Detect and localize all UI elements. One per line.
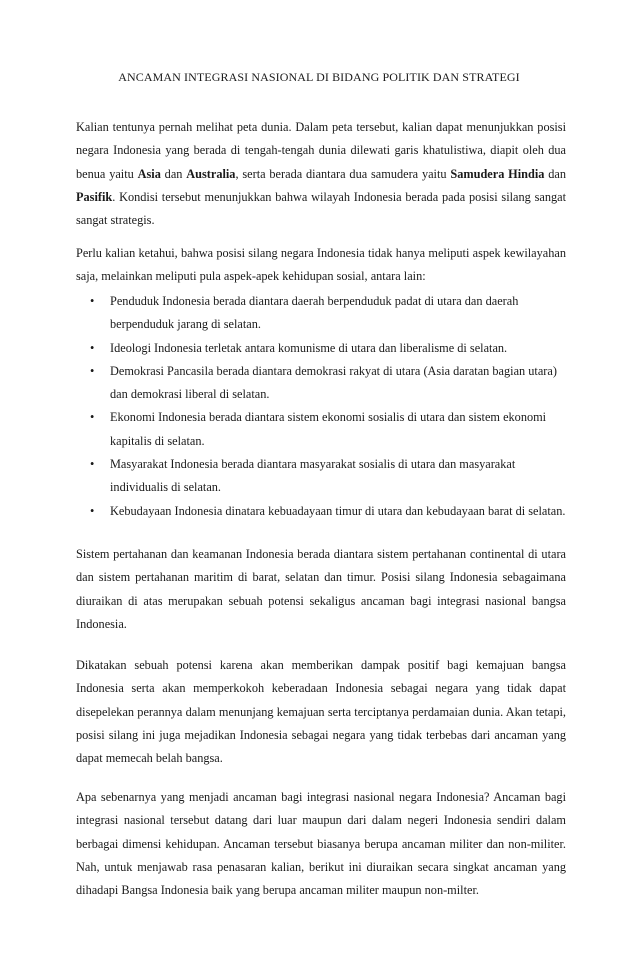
- paragraph-text: Kalian tentunya pernah melihat peta dunia. Dalam peta tersebut, kalian dapat menunjukkan posisi negara Indonesia yang berada di tengah-tengah dunia dilewati garis khatulistiwa, diapit oleh dua benua yaitu: [76, 120, 566, 181]
- paragraph-potential: Dikatakan sebuah potensi karena akan memberikan dampak positif bagi kemajuan bangsa Indonesia serta akan memperkokoh keberadaan Indonesia sebagai negara yang tidak dapat disepelekan perannya dalam menunjang kemajuan serta terciptanya perdamaian dunia. Akan tetapi, posisi silang ini juga mejadikan Indonesia sebagai negara yang tidak terbebas dari ancaman yang dapat memecah belah bangsa.: [76, 658, 566, 766]
- list-item: • Kebudayaan Indonesia dinatara kebuadayaan timur di utara dan kebudayaan barat di selatan.: [76, 500, 566, 523]
- list-item: • Masyarakat Indonesia berada diantara masyarakat sosialis di utara dan masyarakat individualis di selatan.: [76, 453, 566, 500]
- bold-term: Australia: [186, 166, 236, 181]
- list-item: • Ekonomi Indonesia berada diantara sistem ekonomi sosialis di utara dan sistem ekonomi kapitalis di selatan.: [76, 406, 566, 453]
- paragraph-defense: Sistem pertahanan dan keamanan Indonesia berada diantara sistem pertahanan continental di utara dan sistem pertahanan maritim di barat, selatan dan timur. Posisi silang Indonesia sebagaimana diuraikan di atas merupakan sebuah potensi sekaligus ancaman bagi integrasi nasional bangsa Indonesia.: [76, 547, 566, 631]
- bold-term: Asia: [137, 166, 161, 181]
- bold-term: Pasifik: [76, 189, 113, 204]
- paragraph-text: . Kondisi tersebut menunjukkan bahwa wilayah Indonesia berada pada posisi silang sangat sangat strategis.: [76, 189, 566, 228]
- paragraph-threats: Apa sebenarnya yang menjadi ancaman bagi integrasi nasional negara Indonesia? Ancaman bagi integrasi nasional tersebut datang dari luar maupun dari dalam negeri Indonesia sendiri dalam berbagai dimensi kehidupan. Ancaman tersebut biasanya berupa ancaman militer dan non-militer. Nah, untuk menjawab rasa penasaran kalian, berikut ini diuraikan secara singkat ancaman yang dihadapi Bangsa Indonesia baik yang berupa ancaman militer maupun non-milter.: [76, 790, 566, 898]
- list-item: • Penduduk Indonesia berada diantara daerah berpenduduk padat di utara dan daerah berpenduduk jarang di selatan.: [76, 290, 566, 337]
- paragraph-text: dan: [160, 166, 187, 181]
- paragraph-social-aspects: Perlu kalian ketahui, bahwa posisi silang negara Indonesia tidak hanya meliputi aspek kewilayahan saja, melainkan meliputi pula aspek-apek kehidupan sosial, antara lain:: [76, 246, 566, 284]
- bullet-list: [76, 290, 566, 523]
- list-item: • Demokrasi Pancasila berada diantara demokrasi rakyat di utara (Asia daratan bagian utara) dan demokrasi liberal di selatan.: [76, 360, 566, 407]
- paragraph-text: , serta berada diantara dua samudera yaitu: [235, 166, 451, 181]
- paragraph-text: dan: [544, 166, 566, 181]
- document-title: ANCAMAN INTEGRASI NASIONAL DI BIDANG POLITIK DAN STRATEGI: [118, 70, 520, 84]
- paragraph-geography: [76, 116, 566, 232]
- list-item: • Ideologi Indonesia terletak antara komunisme di utara dan liberalisme di selatan.: [76, 337, 566, 360]
- bold-term: Samudera Hindia: [450, 166, 545, 181]
